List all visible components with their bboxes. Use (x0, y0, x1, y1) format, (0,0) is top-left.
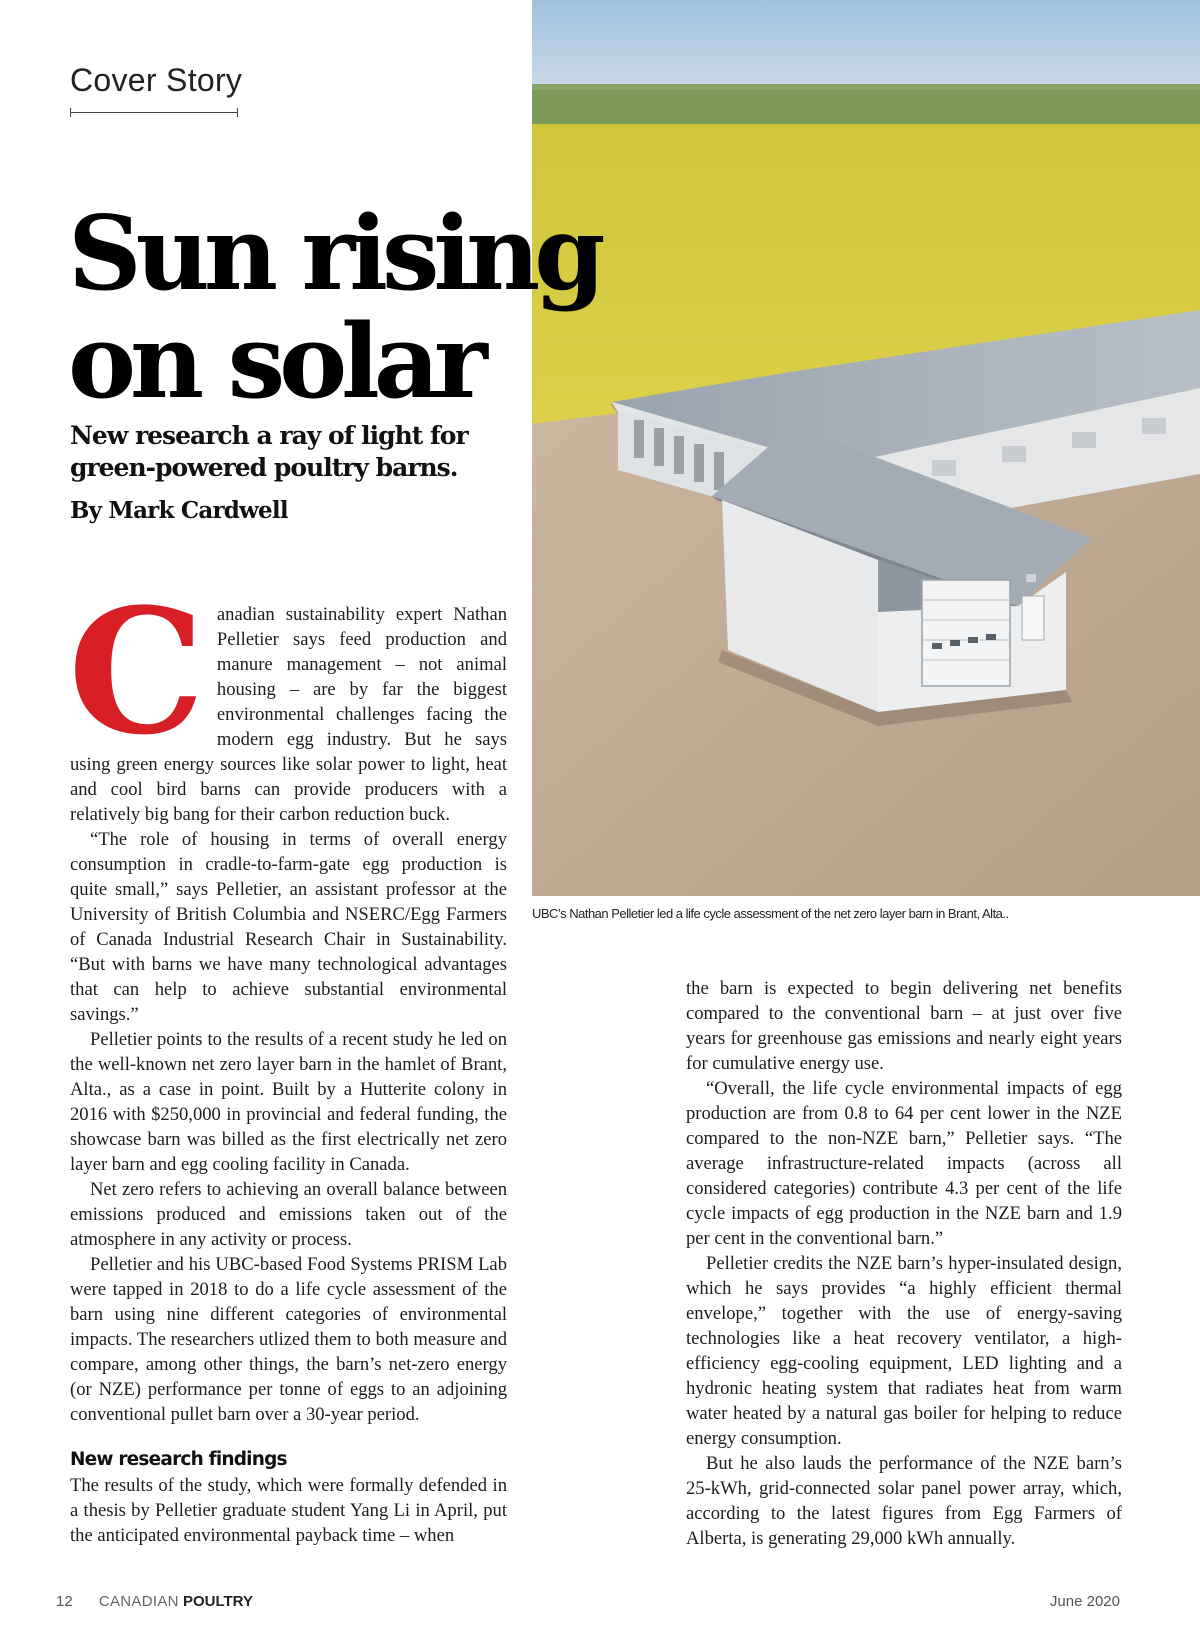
article-paragraph: Pelletier credits the NZE barn’s hyper-insulated design, which he says provides “a highly efficient thermal envelope,” together with the use of energy-saving technologies like a heat recovery ventilator, a high-efficiency egg-cooling equipment, LED lighting and a hydronic heating system that radiates heat from warm water heated by a natural gas boiler for helping to reduce energy consumption. (686, 1253, 1122, 1449)
drop-cap: C (68, 570, 205, 773)
article-paragraph: anadian sustainability expert Nathan Pelletier says feed production and manure management – not animal housing – are by far the biggest environmental challenges facing the modern egg industry. But he says using green energy sources like solar power to light, heat and cool bird barns can provide producers with a relatively big bang for their carbon reduction buck. (70, 604, 507, 825)
publication-name-light: CANADIAN (98, 1593, 179, 1610)
publication-name-bold: POULTRY (182, 1593, 253, 1610)
article-column-1 (68, 570, 507, 1548)
headline-line-1: Sun rising (68, 194, 600, 314)
article-column-2 (686, 976, 1122, 1551)
article-paragraph: Pelletier points to the results of a recent study he led on the well-known net zero layer barn in the hamlet of Brant, Alta., as a case in point. Built by a Hutterite colony in 2016 with $250,000 in provincial and federal funding, the showcase barn was billed as the first electrically net zero layer barn and egg cooling facility in Canada. (70, 1029, 507, 1175)
article-paragraph: But he also lauds the performance of the NZE barn’s 25-kWh, grid-connected solar panel power array, which, according to the latest figures from Egg Farmers of Alberta, is generating 29,000 kWh annually. (686, 1453, 1122, 1549)
section-rule (70, 112, 238, 113)
article-paragraph: the barn is expected to begin delivering net benefits compared to the conventional barn – at just over five years for greenhouse gas emissions and nearly eight years for cumulative energy use. (686, 978, 1122, 1074)
photo-caption: UBC’s Nathan Pelletier led a life cycle assessment of the net zero layer barn in Brant, Alta.. (532, 906, 1009, 921)
article-paragraph: The results of the study, which were formally defended in a thesis by Pelletier graduate student Yang Li in April, put the anticipated environmental payback time – when (70, 1475, 507, 1546)
byline: By Mark Cardwell (70, 497, 288, 524)
deck: New research a ray of light for green-powered poultry barns. (70, 421, 468, 482)
article-paragraph: “The role of housing in terms of overall energy consumption in cradle-to-farm-gate egg production is quite small,” says Pelletier, an assistant professor at the University of British Columbia and NSERC/Egg Farmers of Canada Industrial Research Chair in Sustainability. “But with barns we have many technological advantages that can help to achieve substantial environmental savings.” (70, 829, 507, 1025)
barn-photo (532, 0, 1200, 896)
article-paragraph: “Overall, the life cycle environmental impacts of egg production are from 0.8 to 64 per cent lower in the NZE compared to the non-NZE barn,” Pelletier says. “The average infrastructure-related impacts (across all considered categories) contribute 4.3 per cent of the life cycle impacts of egg production in the NZE barn and 1.9 per cent in the conventional barn.” (686, 1078, 1122, 1249)
subhead: New research findings (70, 1449, 287, 1470)
headline-line-2: on solar (68, 302, 482, 422)
page-number: 12 (56, 1593, 73, 1610)
headline (68, 194, 708, 422)
article-paragraph: Net zero refers to achieving an overall balance between emissions produced and emissions taken out of the atmosphere in any activity or process. (70, 1179, 507, 1250)
issue-date: June 2020 (1049, 1593, 1120, 1610)
footer-left (56, 1593, 253, 1610)
section-label: Cover Story (70, 62, 243, 98)
article-paragraph: Pelletier and his UBC-based Food Systems PRISM Lab were tapped in 2018 to do a life cycle assessment of the barn using nine different categories of environmental impacts. The researchers utlized them to both measure and compare, among other things, the barn’s net-zero energy (or NZE) performance per tonne of eggs to an adjoining conventional pullet barn over a 30-year period. (70, 1254, 507, 1425)
